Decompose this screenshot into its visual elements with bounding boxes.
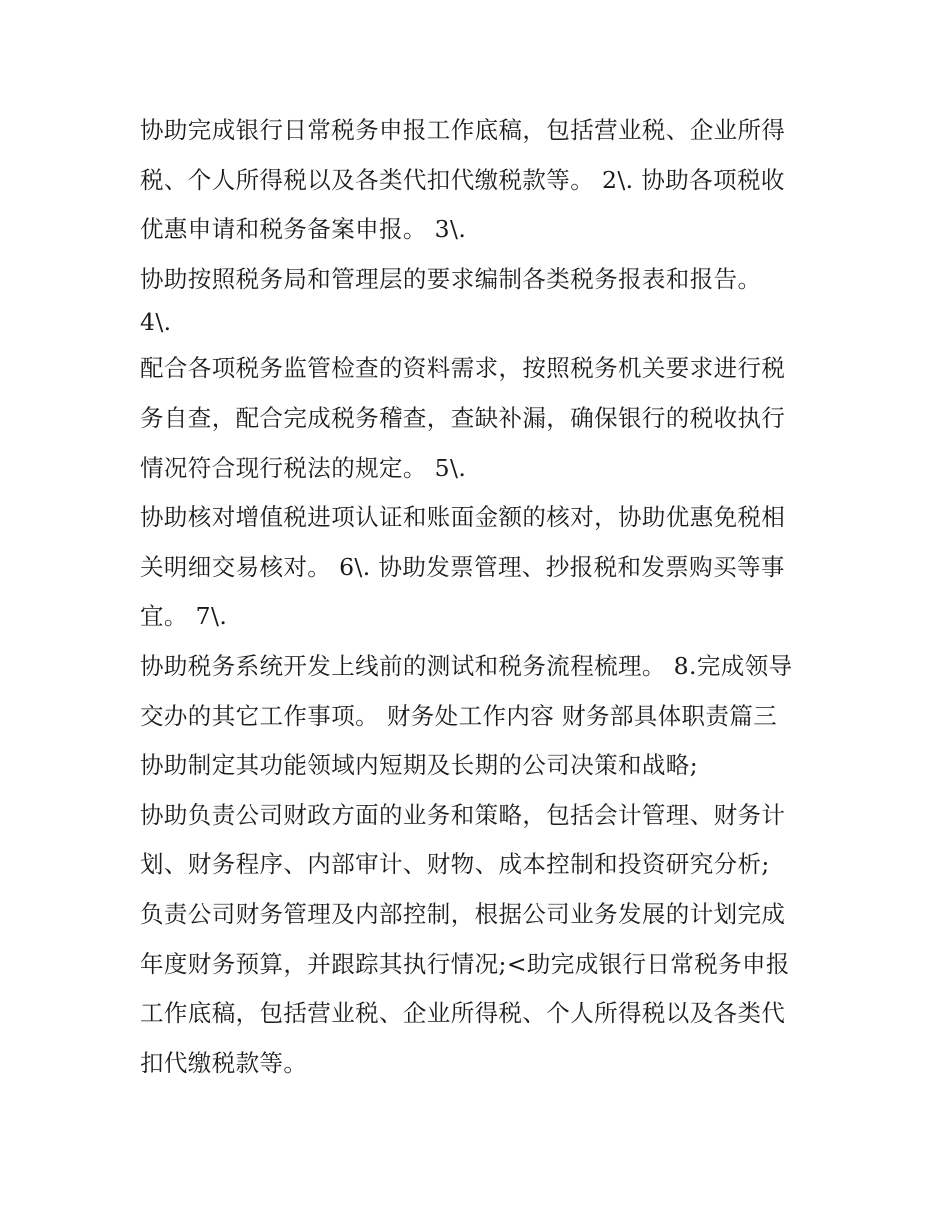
text-line-15: 协助负责公司财政方面的业务和策略，包括会计管理、财务计: [140, 800, 786, 829]
text-line-1: 协助完成银行日常税务申报工作底稿，包括营业税、企业所得: [140, 116, 786, 144]
text-line-3: 优惠申请和税务备案申报。 3\.: [140, 215, 467, 244]
text-line-12: 协助税务系统开发上线前的测试和税务流程梳理。 8.完成领导: [140, 651, 793, 680]
text-line-9: 协助核对增值税进项认证和账面金额的核对，协助优惠免税相: [140, 503, 786, 532]
text-line-7: 务自查，配合完成税务稽查，查缺补漏，确保银行的税收执行: [140, 403, 786, 432]
text-line-14: 协助制定其功能领域内短期及长期的公司决策和战略;: [140, 751, 699, 780]
text-line-4: 协助按照税务局和管理层的要求编制各类税务报表和报告。: [140, 264, 762, 293]
text-line-10: 关明细交易核对。 6\. 协助发票管理、抄报税和发票购买等事: [140, 552, 785, 581]
text-line-20: 扣代缴税款等。: [140, 1048, 308, 1077]
document-text: [140, 109, 830, 1091]
text-line-13: 交办的其它工作事项。 财务处工作内容 财务部具体职责篇三: [140, 701, 778, 730]
text-line-2: 税、个人所得税以及各类代扣代缴税款等。 2\. 协助各项税收: [140, 165, 785, 194]
text-line-6: 配合各项税务监管检查的资料需求，按照税务机关要求进行税: [140, 354, 786, 383]
text-line-16: 划、财务程序、内部审计、财物、成本控制和投资研究分析;: [140, 850, 770, 879]
text-line-11: 宜。 7\.: [140, 602, 228, 631]
text-line-19: 工作底稿，包括营业税、企业所得税、个人所得税以及各类代: [140, 999, 786, 1028]
text-line-5: 4\.: [140, 308, 172, 337]
text-line-18: 年度财务预算，并跟踪其执行情况;<助完成银行日常税务申报: [140, 949, 790, 978]
text-line-8: 情况符合现行税法的规定。 5\.: [140, 453, 467, 482]
text-line-17: 负责公司财务管理及内部控制，根据公司业务发展的计划完成: [140, 899, 786, 928]
